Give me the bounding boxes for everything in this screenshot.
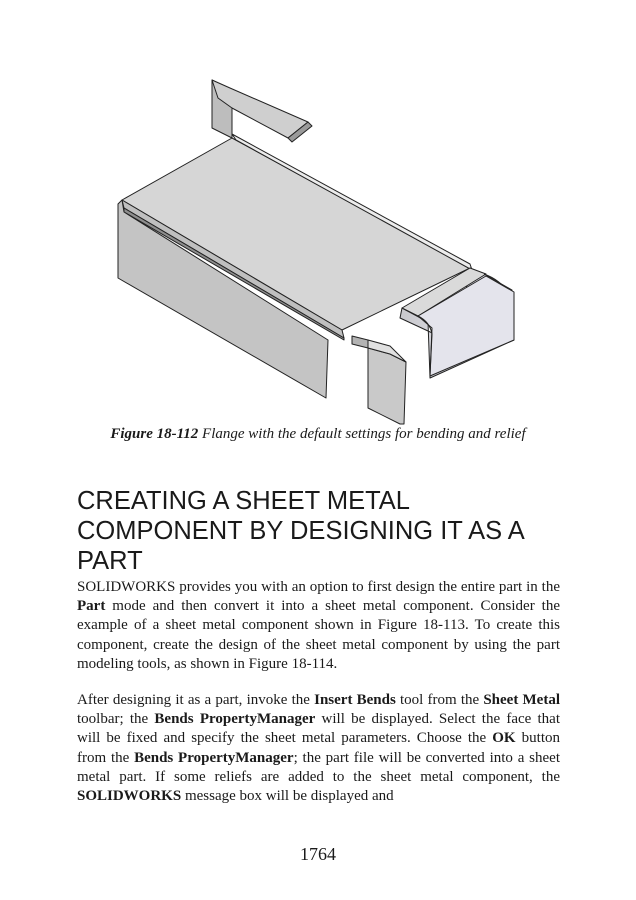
p2-text-5: button from the	[77, 730, 560, 766]
section-heading: CREATING A SHEET METAL COMPONENT BY DESIGNING IT AS A PART	[77, 487, 524, 575]
paragraph-2	[77, 691, 560, 806]
sheet-metal-part-drawing	[100, 78, 530, 428]
p2-text-4: will be displayed. Select the face that will be fixed and specify the sheet metal parameters. Choose the	[77, 711, 561, 747]
p2-bold-solidworks: SOLIDWORKS	[77, 788, 182, 805]
figure-caption-text: Flange with the default settings for bending and relief	[198, 426, 526, 442]
p2-bold-bends-pm-2: Bends PropertyManager	[134, 749, 294, 766]
page-number: 1764	[300, 844, 336, 864]
p2-bold-insert-bends: Insert Bends	[314, 692, 396, 708]
p1-bold-part: Part	[77, 598, 106, 615]
p2-bold-ok: OK	[492, 730, 516, 747]
p2-text-6: ; the part file will be converted into a sheet metal part. If some reliefs are added to the sheet metal component, the	[77, 749, 560, 785]
figure-caption	[0, 426, 636, 443]
sheet-metal-figure	[100, 78, 530, 428]
p1-text-1: SOLIDWORKS provides you with an option to first design the entire part in the	[77, 579, 560, 595]
p1-text-2: mode and then convert it into a sheet metal component. Consider the example of a sheet metal component shown in Figure 18-113. To create this component, create the design of the sheet metal component by using the part modeling tools, as shown in Figure 18-114.	[77, 598, 560, 672]
paragraph-1	[77, 578, 560, 674]
p2-text-2: tool from the	[395, 692, 484, 708]
figure-number: Figure 18-112	[110, 426, 199, 442]
p2-bold-sheet-metal: Sheet Metal	[483, 692, 560, 708]
p2-text-7: message box will be displayed and	[181, 788, 394, 805]
p2-text-3: toolbar; the	[77, 711, 155, 728]
p2-bold-bends-pm: Bends PropertyManager	[154, 711, 316, 728]
p2-text-1: After designing it as a part, invoke the	[77, 692, 315, 708]
